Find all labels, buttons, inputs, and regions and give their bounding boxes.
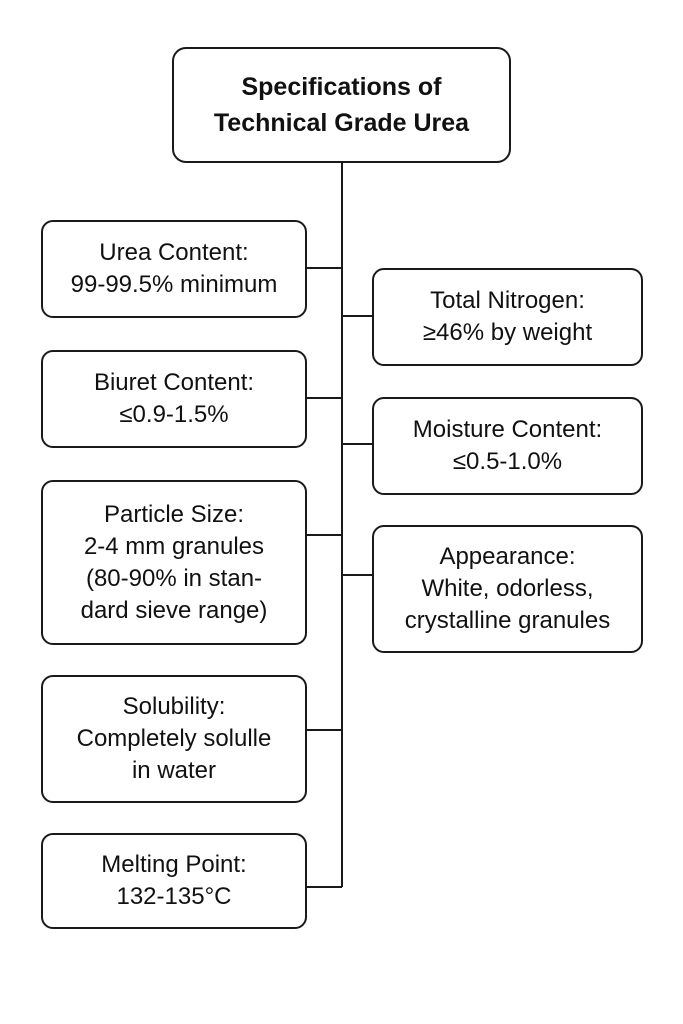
particle-size-value-line-3: dard sieve range) <box>80 596 268 624</box>
appearance-box <box>372 525 643 653</box>
title-line-2: Technical Grade Urea <box>213 109 470 137</box>
total-nitrogen-value: ≥46% by weight <box>422 319 593 346</box>
moisture-content-label: Moisture Content: <box>412 416 603 443</box>
urea-content-box <box>41 220 307 318</box>
appearance-value-line-2: crystalline granules <box>404 607 611 634</box>
solubility-value-line-1: Completely solulle <box>76 725 272 752</box>
particle-size-value-line-2: (80-90% in stan- <box>85 564 263 592</box>
urea-content-value: 99-99.5% minimum <box>70 271 278 298</box>
urea-content-label: Urea Content: <box>99 239 249 266</box>
total-nitrogen-label: Total Nitrogen: <box>430 287 585 314</box>
total-nitrogen-box <box>372 268 643 366</box>
solubility-box <box>41 675 307 803</box>
title-line-1: Specifications of <box>241 73 442 101</box>
melting-point-value: 132-135°C <box>116 883 232 910</box>
particle-size-label: Particle Size: <box>103 500 245 528</box>
appearance-value-line-1: White, odorless, <box>421 575 594 602</box>
biuret-content-label: Biuret Content: <box>93 369 255 396</box>
appearance-label: Appearance: <box>439 543 576 570</box>
melting-point-box <box>41 833 307 929</box>
title-box <box>172 47 511 163</box>
moisture-content-value: ≤0.5-1.0% <box>452 448 563 475</box>
melting-point-label: Melting Point: <box>101 851 247 878</box>
particle-size-box <box>41 480 307 645</box>
particle-size-value-line-1: 2-4 mm granules <box>83 532 265 560</box>
solubility-label: Solubility: <box>122 693 226 720</box>
moisture-content-box <box>372 397 643 495</box>
biuret-content-value: ≤0.9-1.5% <box>119 401 229 428</box>
biuret-content-box <box>41 350 307 448</box>
solubility-value-line-2: in water <box>131 757 217 784</box>
